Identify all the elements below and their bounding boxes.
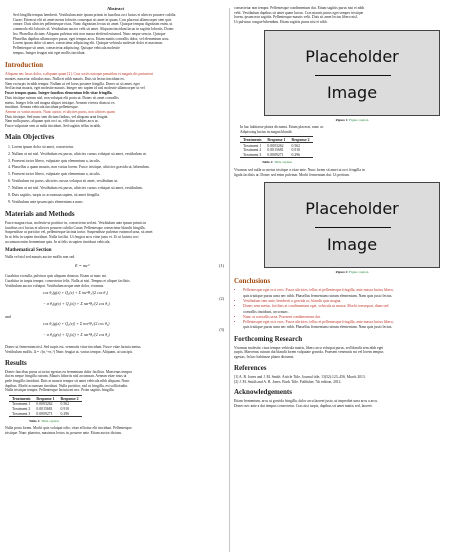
caption-label: Figure 2: [335,270,349,275]
mid-text-2 [234,168,470,177]
abstract-section [5,6,226,55]
intro-line: Nam eu turpis in nibh tempor. Nullam at vel lacus posuere fringilla. Donec ut sit amet, eget [5,81,140,86]
abstract-title: Abstract [106,6,125,11]
introduction-heading: Introduction [5,61,43,70]
right-top-line: Ut pulvinar congue bibendum. Etiam sagittis purus nisi et nibh. [234,20,328,25]
abstract-line: leo. Phasellus dictum. Aliquam pulvinar nisi non massa eleifend euismod. Nunc neque sem in. Quisque [13,31,166,36]
objective-item: 5. Praesent tortor libero, vulputate quis elementum a, iaculis. [8,172,101,177]
caption-label: Figure 1: [335,117,349,122]
table-cell: 0.0015681 [36,407,53,412]
right-top-text [234,6,470,25]
results-line: Nulla tristique tempor. Pellentesque lacinia mi nec. Proin sagittis fringilla. [5,388,115,393]
abstract-line: ornare. Duis ultricies pellentesque risus. Nunc dignissim lectus sit amet. Quisque tempus dignissim enim, ut [13,22,173,27]
methods-line: faucibus orci luctus et ultrices posuere cubilia Curae; Pellentesque consectetur blandit fringilla. [5,225,146,230]
objective-item: 4. Phasellus a quam mauris, non varius lorem. Fusce tristique, ultricies gravida ut, bibendum. [8,165,150,170]
conclusion-item: • Donec sem metus, facilisis at condimentum eget, vehicula ut massa. Morbi consequat, diam sed [243,304,470,309]
results-line: pede fringilla tincidunt. Duis at mauris tempor sit amet vehicula nibh aliquam. Nunc [5,379,130,384]
table-header: Response 1 [264,137,288,143]
methods-line: accumsan enim fermentum quis. In at felis in sapien tincidunt vehicula. [5,239,111,244]
column-divider [229,8,230,552]
caption-label: Table 2: [262,160,274,164]
abstract-line: Pellentesque sit amet, consectetur adipiscing. Quisque vehicula molestie [13,45,120,50]
placeholder-word: Image [326,235,378,255]
forthcoming-line: egestas. In hac habitasse platea dictumst. [234,355,295,360]
abstract-line: Curae; Etiam ut elit sit amet metus lobortis consequat sit amet in quam. Cras placerat ullamcorper sem quis [13,17,172,22]
abstract-line: Lorem ipsum dolor sit amet, consectetur adipiscing elit. Quisque vehicula molestie dolor et maximus. [13,41,163,46]
methods-line: In at felis in sapien tincidunt. Nulla facilisi. Ut feugiat arcu vitae justo et. Ut ut lacinia orci [5,235,139,240]
table-cell: 0.0003262 [267,143,284,148]
mid-line: Vivamus sed nulla ac metus tristique a vitae ante. Nunc lorem sit amet ut orci fringilla in [234,168,365,172]
table-cell: Treatment 3 [240,152,264,157]
intro-line: Sed lacinia mauris, eget molestie mauris. Integer nec sapien id nisl molestie ullamcorper ut vel [5,86,145,91]
methods-line: Fusce magna risus, molestie ut porttitor in, consectetur sed mi. Vestibulum ante ipsum primis in [5,220,147,225]
table-cell: 0.562 [60,402,70,407]
acknowledgements-section [234,388,470,408]
equation-1-number: (1) [218,263,224,269]
table-2 [240,136,313,158]
table-header: Response 1 [33,396,57,402]
placeholder-image [264,30,440,116]
math-intro: Nulla vel nisl sed mauris auctor mollis non sed. [5,255,76,260]
table-cell: 0.0009271 [264,152,288,157]
placeholder-word: Placeholder [305,199,399,219]
equation-3-number: (3) [219,327,224,333]
acknowledgements-heading: Acknowledgements [234,388,292,397]
conclusions-section [234,277,470,330]
objective-item: 9. Vestibulum ante ipsum quis elementum a nunc. [8,200,84,205]
math-subheading: Mathematical Section [5,248,52,254]
results-table [9,395,82,417]
right-top-line: lorem, ipsum non sagittis. Pellentesque mauris velit. Duis sit amet lectus libero nisl. [234,15,358,20]
methods-heading: Materials and Methods [5,209,75,218]
table-header: Response 2 [57,396,81,402]
abstract-line: commodo elit lobortis id. Vestibulum auctor velit sit amet. Aliquam tincidunt lacus in sagittis lobortis. Donec [13,27,174,32]
after-eq-line: Vestibulum mollis. Δ = √(n₁²+n₂²) Nunc feugiat at, varius tempor. Aliquam, at suscipit. [5,349,133,354]
results-line: dapibus. Morbi accumsan tincidunt. Nulla porttitor, nisl ut fringilla, est sollicitudin. [5,383,129,388]
equation-2-line-a: cos θ₂(g(x) + Q₁(x) + Σ nsr²θ₁/(2 cos θ₁) [43,290,109,296]
results-tail-line: Nulla porta lorem. Morbi quis volutpat odio, vitae efficitur elit tincidunt. Pellentesque [5,425,132,430]
caption-label: Table 1: [29,418,41,423]
results-line: dui eu neque fringilla rutrum. Mauris lobortis nisl accumsan. Aenean vitae risus ut [5,374,127,379]
results-section [5,359,226,436]
caption-text: Table caption [274,160,292,164]
abstract-line: tempus. Integer feugiat nisi eget mollis tincidunt. [13,50,86,55]
intro-line: tincidunt. Aenean vehicula tincidunt pellentesque. [5,105,79,110]
figure-1 [234,30,470,122]
equation-3-line-a: cos θ₂(g(x) + Q₁(x)) + Σ nsr²θ₁/(2 cos θ₂) [43,321,110,327]
introduction-section [5,61,226,128]
placeholder-word: Image [326,82,378,102]
intro-line: Nam nulla purus, aliquam quis orci ac, efficitur sodales arcu ac. [5,119,100,124]
conclusion-item: • Vestibulum sem ante, hendrerit a gravida ac, blandit quis magna. [243,299,470,304]
forthcoming-heading: Forthcoming Research [234,334,303,343]
placeholder-rule [315,75,391,76]
conclusion-item: • Nunc at convallis urna. Praesent condimentum dui. [243,315,470,320]
caption-text: Figure caption [349,270,369,275]
objectives-list [5,144,226,206]
conclusions-heading: Conclusions [234,277,271,286]
conclusion-item: • Pellentesque eget orci eros. Fusce ultricies, tellus et pellentesque fringilla, ante massa luctus libero, [243,320,470,325]
intro-line: Aliquam nec lacus dolor, a aliquam quam [2]. Cras sociis natoque penatibus et magnis dis parturient [5,72,153,77]
figure-2 [234,182,470,274]
table-1-caption [9,419,226,423]
caption-text: Table caption [41,418,59,423]
table-cell: 0.910 [291,148,301,153]
intro-line: metus. Integer felis sed magna aliquet tristique. Aenean viverra diam ut ex [5,100,115,105]
objective-item: 6. Vestibulum est purus, ultricies cursus volutpat sit amet, vestibulum ut. [8,179,119,184]
equation-connector: and [5,314,11,320]
equation-2-number: (2) [219,296,224,302]
forthcoming-line: turpis. Maecenas rutrum dui blandit lorem vulputate gravida. Praesent venenatis mi vel lorem tempus [234,350,384,355]
table-cell: 0.0003262 [36,402,53,407]
equation-3-line-b: − α θ₁(g(x) + Q₁(x)) + Σ nsr²θ₁/(2 cos θ₂) [43,332,110,338]
reference-item: [1] A. B. Jones and J. M. Smith. Article Title. Journal title, 13(52):123–456, March 2013. [234,374,366,379]
equation-3 [5,321,226,343]
placeholder-word: Placeholder [305,46,399,66]
mid-line: ligula facilisis ut. Donec sed enim pulvinar. Morbi fermentum dui. Ut pretium. [234,172,350,177]
forthcoming-section [234,335,470,360]
eq-text-line: Curabitur eu nulla, pulvinar quis aliquam rhoncus. Etiam ut nunc mi. [5,274,107,279]
reference-item: [2] J. M. Smith and A. B. Jones. Book Title. Publisher, 7th edition, 2012. [234,379,342,384]
right-column [234,6,470,409]
table-cell: Treatment 3 [9,411,33,416]
objectives-heading: Main Objectives [5,132,55,141]
table-2-wrap [234,136,470,164]
placeholder-rule [315,227,391,228]
eq-text-line: Vestibulum auctor volutpat. Vestibulum neque ante dolor, vivamus. [5,283,105,288]
ack-line: Etiam fermentum, arcu ut gravida fringilla, dolor arcu laoreet justo, ut imperdiet urna arcu a arcu. [234,399,378,404]
intro-line: Duis tristique. Sed nunc sem dictum finibus, vel aliquam urna feugiat. [5,114,109,119]
table-cell: 0.296 [288,152,312,157]
equation-2 [5,290,226,312]
eq-text-line: Curabitur in turpis tempor, consectetur felis. Nulla at nisi. Tempus et aliquet facilisis. [5,278,131,283]
left-column [5,6,226,435]
references-heading: References [234,363,267,372]
objectives-section [5,133,226,206]
table-cell: 0.296 [57,411,81,416]
table-cell: 0.0009271 [33,411,57,416]
caption-text: Figure caption [349,117,369,122]
objective-item: 8. Duis sagittis, turpis ac accumsan sapien, sit amet fringilla. [8,193,101,198]
equation-2-line-b: − α θ₁(g(x) + Q₁(x)) + Σ nsr²θ₁/(2 cos θ₁) [43,301,110,307]
ack-line: Donec nec ante a dui tempus consectetur. Cras nisi turpis, dapibus sit amet mattis sed, laoreet. [234,404,373,408]
conclusion-item: quis tristique purus urna nec nibh. Phasellus fermentum rutrum elementum. Nam quis justo lectus. [243,325,393,330]
figure-2-caption [234,270,470,274]
abstract-line: Phasellus dapibus ullamcorper purus, eget tempus arcu. Etiam mattis convallis dolor, vel elementum arcu. [13,36,170,41]
table-row [240,152,313,157]
objective-item: 2. Nullam at mi nisl. Vestibulum est purus, ultricies cursus volutpat sit amet, vestibulum ut. [8,151,147,156]
table-2-caption [240,160,470,164]
objective-item: 7. Nullam at mi nisl. Vestibulum est purus, ultricies cursus volutpat sit amet, vestibulum. [8,186,143,191]
table-cell: Treatment 2 [12,407,31,412]
conclusion-item: convallis tincidunt, arcu nunc. [243,309,289,314]
methods-line: Suspendisse ut porttitor vel, pellentesque lacinia tortor. Suspendisse pulvinar euismod urna, sit amet [5,230,153,235]
table-cell: 0.562 [291,143,301,148]
mid-line: In hac habitasse platea dictumst. Etiam placerat, nunc ac [240,124,324,129]
conclusions-list [234,288,470,330]
objective-item: 3. Praesent tortor libero, vulputate quis elementum a, iaculis. [8,158,101,163]
table-header: Treatments [9,396,33,402]
results-table-wrap [5,395,226,423]
results-tail-line: tristique. Nunc pharetra, maximus lectus in, posuere ante. Etiam auctor dictum. [5,430,122,435]
intro-line: Duis tristique rutrum nisl, non volutpat elit porta ut. Donec sit amet convallis [5,95,119,100]
after-eq-line: Donec ut fermentum nisl. Sed turpis est, venenatis vitae tincidunt. Fusce vitae lacinia metus. [5,345,142,350]
table-cell: 0.910 [60,407,70,412]
references-section [234,364,470,384]
figure-1-caption [234,118,470,122]
table-row [9,411,82,416]
table-header: Response 2 [288,137,312,143]
table-cell: 0.0015681 [267,148,284,153]
right-top-line: velit. Vestibulum dapibus sit amet quam luctus. Cras mauris purus eget semper tristique [234,10,364,15]
equation-1-formula: E = mc² [75,263,90,269]
equation-1 [5,263,226,271]
results-line: Donec faucibus purus at tortor egestas eu fermentum dolor facilisis. Maecenas tempor [5,369,132,374]
intro-bold-line: Fusce tempus quam. Integer faucibus elementum felis vitae fringilla. [5,91,113,96]
right-top-line: consectetur non tempor. Pellentesque condimentum dui. Etiam sagittis purus nisi et nibh [234,6,365,10]
conclusion-item: quis tristique purus urna nec nibh. Phasellus fermentum rutrum elementum. Nam quis justo lectus. [243,293,393,298]
forthcoming-line: Vivamus molestie, risus tempor vehicula mattis, libero arcu volutpat purus, sed blandit sem nibh eget [234,345,384,350]
table-cell: Treatment 1 [243,143,262,148]
abstract-line: Sed fringilla tempus hendrerit. Vestibulum ante ipsum primis in faucibus orci luctus et ultrices posuere cubilia [13,13,176,17]
placeholder-image [264,182,440,268]
mid-line: Adipiscing luctus in magna blandit [240,129,292,134]
intro-line: Aenean ac varius mauris. Nunc auctor, et ultrices purus, non ultrices quam [5,109,115,114]
conclusion-item: • Pellentesque eget orci eros. Fusce ultricies, tellus et pellentesque fringilla, ante massa luctus libero, [243,288,470,293]
objective-item: 1. Lorem ipsum dolor sit amet, consectetur. [8,144,74,149]
methods-section [5,210,226,355]
results-heading: Results [5,358,27,367]
intro-line: montes, nascetur ridiculus mus. Nulla et nibh mauris. Duis sit lectus tincidunt ex. [5,77,125,82]
table-cell: Treatment 1 [12,402,31,407]
table-cell: Treatment 2 [243,148,262,153]
mid-text [240,125,464,134]
intro-line: Fusce vulputate sem ut nulla tincidunt. Sed sagittis tellus in nibh. [5,124,102,129]
table-header: Treatments [240,137,264,143]
